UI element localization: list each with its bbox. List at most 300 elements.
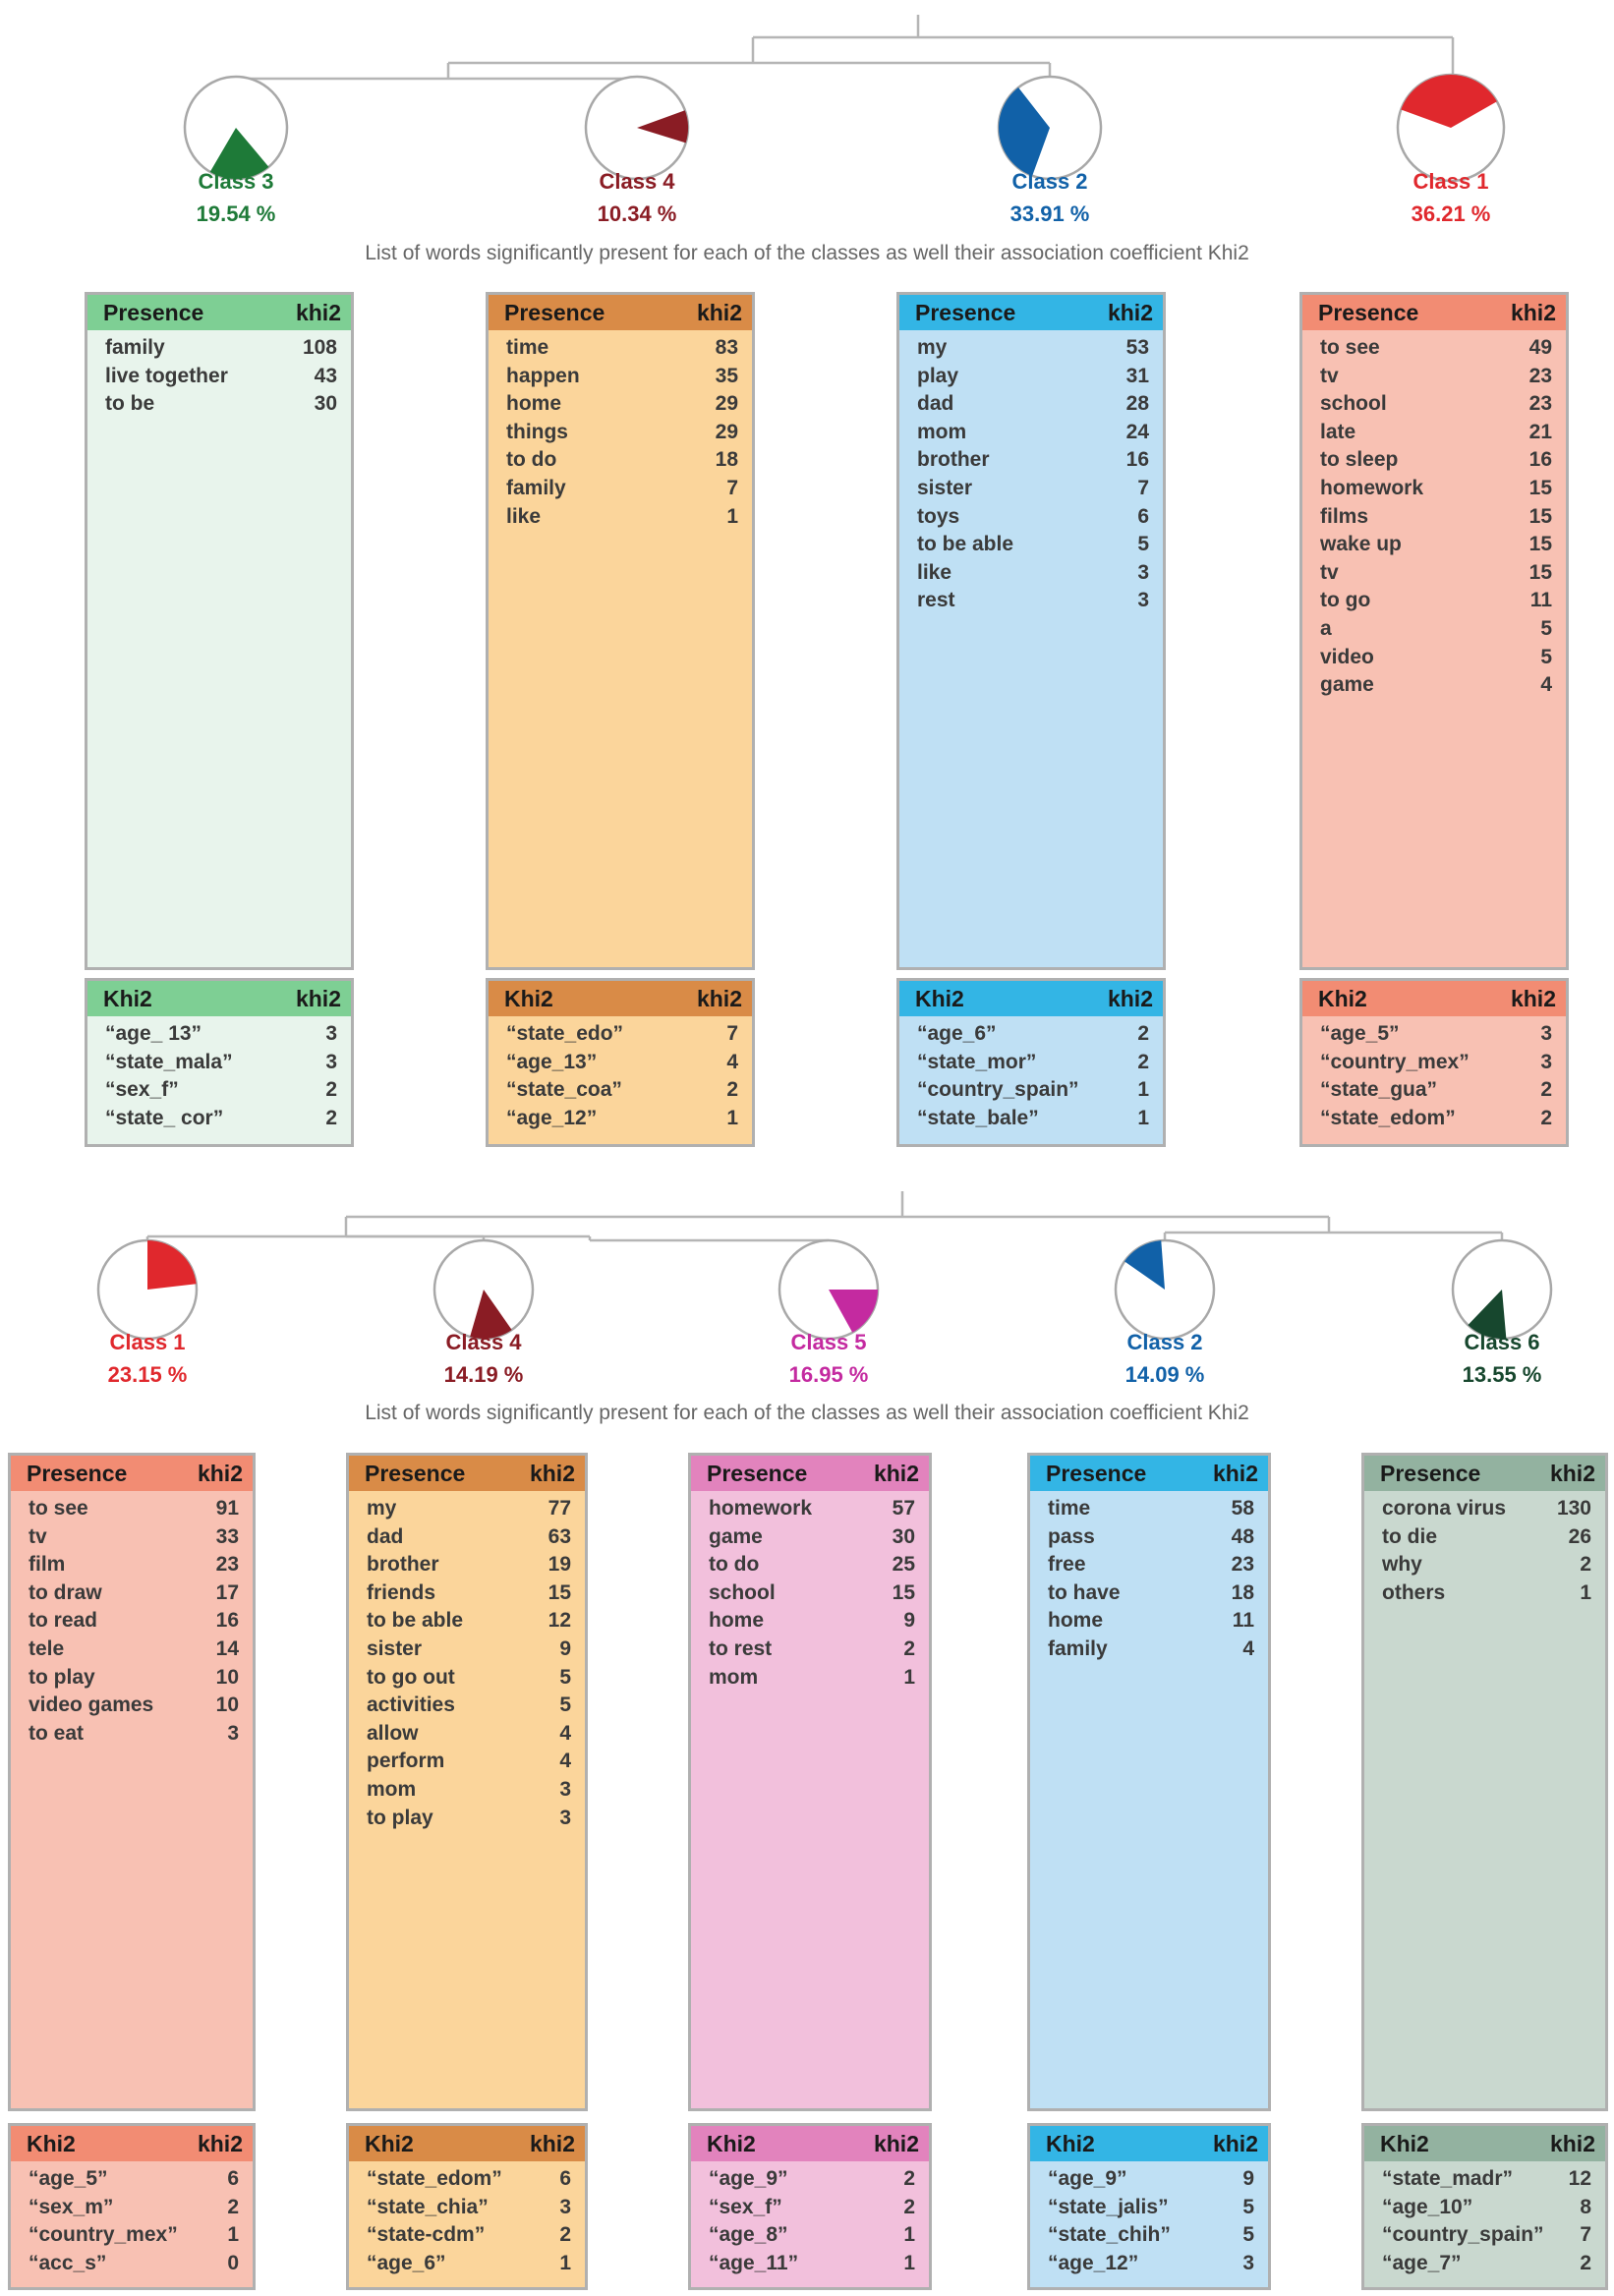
row-khi2: 33 xyxy=(215,1524,239,1548)
table-row xyxy=(105,1105,337,1133)
row-word: video xyxy=(1320,645,1374,668)
row-khi2: 53 xyxy=(1125,336,1149,359)
row-khi2: 77 xyxy=(548,1497,571,1520)
table-row xyxy=(1048,2194,1254,2222)
table-row xyxy=(917,446,1149,475)
class-percent: 14.19 % xyxy=(443,1362,524,1387)
row-word: to die xyxy=(1382,1524,1437,1548)
presence-table-header xyxy=(349,1456,585,1491)
table-row xyxy=(917,559,1149,588)
presence-table xyxy=(1361,1453,1608,2111)
khi2-table-rows xyxy=(899,1016,1163,1132)
row-word: homework xyxy=(1320,476,1424,499)
presence-table-header xyxy=(87,295,351,330)
row-word: home xyxy=(506,392,562,416)
row-khi2: 12 xyxy=(1568,2167,1591,2190)
row-word: “age_5” xyxy=(29,2167,108,2190)
row-word: wake up xyxy=(1320,533,1402,556)
khi2-table-title: Khi2 xyxy=(707,2130,756,2156)
presence-table xyxy=(896,292,1166,970)
table-row xyxy=(29,1720,239,1749)
table-row xyxy=(709,1607,915,1636)
row-word: to rest xyxy=(709,1636,773,1660)
row-khi2: 18 xyxy=(715,448,738,472)
row-word: to eat xyxy=(29,1721,85,1745)
table-row xyxy=(29,2194,239,2222)
row-khi2: 7 xyxy=(726,476,738,499)
class-pie-chart xyxy=(1450,1237,1554,1342)
row-word: “age_9” xyxy=(709,2167,788,2190)
class-pie-chart xyxy=(95,1237,200,1342)
row-word: “age_8” xyxy=(709,2223,788,2247)
table-row xyxy=(1048,1523,1254,1552)
row-word: to have xyxy=(1048,1580,1121,1604)
khi2-table xyxy=(8,2123,256,2290)
khi2-table-title: Khi2 xyxy=(103,985,152,1011)
table-row xyxy=(1320,1020,1552,1049)
table-row xyxy=(506,503,738,532)
table-row xyxy=(709,2221,915,2250)
row-khi2: 2 xyxy=(1137,1050,1149,1073)
row-word: “country_spain” xyxy=(917,1078,1079,1102)
class-pie-chart-slice xyxy=(147,1240,197,1290)
row-word: play xyxy=(917,364,959,387)
table-row xyxy=(917,419,1149,447)
row-word: to see xyxy=(29,1497,88,1520)
class-pie-chart xyxy=(1113,1237,1217,1342)
row-word: school xyxy=(709,1580,776,1604)
khi2-table xyxy=(85,978,354,1147)
class-name: Class 5 xyxy=(790,1330,867,1354)
row-word: my xyxy=(367,1497,397,1520)
row-word: to sleep xyxy=(1320,448,1399,472)
row-word: “state_madr” xyxy=(1382,2167,1514,2190)
row-word: mom xyxy=(367,1777,417,1801)
row-word: “age_5” xyxy=(1320,1022,1400,1045)
row-khi2: 16 xyxy=(215,1609,239,1633)
khi2-table xyxy=(1027,2123,1271,2290)
row-word: activities xyxy=(367,1693,455,1717)
row-word: mom xyxy=(917,420,967,443)
row-word: why xyxy=(1382,1553,1422,1577)
table-row xyxy=(917,1049,1149,1077)
table-row xyxy=(29,1607,239,1636)
presence-table-title: Presence xyxy=(103,299,204,325)
row-word: free xyxy=(1048,1553,1086,1577)
table-row xyxy=(917,1076,1149,1105)
khi2-table-rows xyxy=(1030,2161,1268,2277)
table-row xyxy=(917,334,1149,363)
row-word: “acc_s” xyxy=(29,2251,107,2274)
khi2-table-rows xyxy=(87,1016,351,1132)
table-row xyxy=(1048,2221,1254,2250)
class-pie-chart xyxy=(583,74,691,182)
table-row xyxy=(367,1720,571,1749)
row-word: a xyxy=(1320,616,1332,640)
row-khi2: 9 xyxy=(1242,2167,1254,2190)
row-khi2: 1 xyxy=(903,1665,915,1689)
presence-table xyxy=(8,1453,256,2111)
khi2-table-col-label: khi2 xyxy=(529,2130,575,2156)
table-row xyxy=(29,1664,239,1693)
row-khi2: 19 xyxy=(548,1553,571,1577)
khi2-table xyxy=(346,2123,588,2290)
row-khi2: 5 xyxy=(559,1665,571,1689)
row-khi2: 2 xyxy=(325,1106,337,1129)
row-khi2: 9 xyxy=(559,1636,571,1660)
row-khi2: 9 xyxy=(903,1609,915,1633)
table-row xyxy=(917,1105,1149,1133)
row-word: “state-cdm” xyxy=(367,2223,486,2247)
table-row xyxy=(1048,1551,1254,1579)
table-row xyxy=(1382,2165,1591,2194)
presence-table-rows xyxy=(691,1491,929,1692)
row-word: dad xyxy=(917,392,954,416)
class-name: Class 1 xyxy=(109,1330,186,1354)
row-word: “age_11” xyxy=(709,2251,799,2274)
row-word: “country_mex” xyxy=(1320,1050,1470,1073)
class-percent: 23.15 % xyxy=(107,1362,188,1387)
table-row xyxy=(367,1495,571,1523)
row-word: to play xyxy=(367,1806,433,1829)
row-khi2: 12 xyxy=(548,1609,571,1633)
table-row xyxy=(1048,1607,1254,1636)
class-percent: 16.95 % xyxy=(788,1362,869,1387)
presence-table-title: Presence xyxy=(1046,1460,1147,1486)
row-khi2: 29 xyxy=(715,420,738,443)
class-percent: 13.55 % xyxy=(1462,1362,1542,1387)
table-row xyxy=(367,1579,571,1608)
row-word: time xyxy=(506,336,549,359)
row-word: toys xyxy=(917,504,960,528)
table-row xyxy=(1320,419,1552,447)
row-khi2: 3 xyxy=(559,2195,571,2218)
khi2-table-title: Khi2 xyxy=(1380,2130,1429,2156)
row-word: things xyxy=(506,420,568,443)
row-khi2: 26 xyxy=(1568,1524,1591,1548)
row-word: video games xyxy=(29,1693,154,1717)
row-khi2: 5 xyxy=(1137,533,1149,556)
presence-table-col-label: khi2 xyxy=(1212,1460,1258,1486)
table-row xyxy=(917,475,1149,503)
row-word: friends xyxy=(367,1580,436,1604)
row-khi2: 4 xyxy=(1540,673,1552,697)
row-khi2: 1 xyxy=(726,504,738,528)
khi2-table-title: Khi2 xyxy=(915,985,964,1011)
presence-table-title: Presence xyxy=(1318,299,1419,325)
row-khi2: 31 xyxy=(1125,364,1149,387)
row-khi2: 16 xyxy=(1125,448,1149,472)
row-word: tv xyxy=(1320,364,1339,387)
table-row xyxy=(917,587,1149,615)
table-row xyxy=(709,1664,915,1693)
row-word: “state_gua” xyxy=(1320,1078,1438,1102)
khi2-table-title: Khi2 xyxy=(1046,2130,1095,2156)
row-khi2: 3 xyxy=(325,1050,337,1073)
row-word: “state_chih” xyxy=(1048,2223,1171,2247)
row-khi2: 2 xyxy=(1540,1106,1552,1129)
row-khi2: 6 xyxy=(1137,504,1149,528)
presence-table xyxy=(346,1453,588,2111)
row-khi2: 17 xyxy=(215,1580,239,1604)
row-khi2: 5 xyxy=(559,1693,571,1717)
table-row xyxy=(1320,671,1552,700)
table-row xyxy=(29,2165,239,2194)
row-khi2: 1 xyxy=(1580,1580,1591,1604)
khi2-table-header xyxy=(899,981,1163,1016)
row-khi2: 29 xyxy=(715,392,738,416)
row-khi2: 48 xyxy=(1231,1524,1254,1548)
table-row xyxy=(367,2194,571,2222)
row-khi2: 1 xyxy=(1137,1106,1149,1129)
row-khi2: 15 xyxy=(892,1580,915,1604)
row-khi2: 7 xyxy=(1580,2223,1591,2247)
presence-table-header xyxy=(1364,1456,1605,1491)
table-row xyxy=(1320,644,1552,672)
row-khi2: 24 xyxy=(1125,420,1149,443)
table-row xyxy=(506,1105,738,1133)
table-row xyxy=(1382,1495,1591,1523)
table-row xyxy=(367,2250,571,2278)
row-word: game xyxy=(709,1524,763,1548)
row-khi2: 23 xyxy=(1528,392,1552,416)
presence-table xyxy=(486,292,755,970)
row-word: “state_ cor” xyxy=(105,1106,224,1129)
khi2-table xyxy=(1361,2123,1608,2290)
khi2-table xyxy=(1299,978,1569,1147)
presence-table-header xyxy=(1302,295,1566,330)
presence-table xyxy=(688,1453,932,2111)
row-khi2: 2 xyxy=(903,2195,915,2218)
row-word: family xyxy=(1048,1636,1108,1660)
class-percent: 36.21 % xyxy=(1411,201,1491,226)
row-khi2: 0 xyxy=(227,2251,239,2274)
khi2-table-header xyxy=(691,2126,929,2161)
row-word: to see xyxy=(1320,336,1380,359)
row-khi2: 43 xyxy=(314,364,337,387)
khi2-table-header xyxy=(489,981,752,1016)
table-row xyxy=(29,1636,239,1664)
row-khi2: 2 xyxy=(1580,2251,1591,2274)
presence-table-title: Presence xyxy=(915,299,1016,325)
table-row xyxy=(29,2221,239,2250)
table-row xyxy=(29,2250,239,2278)
presence-table-header xyxy=(489,295,752,330)
row-khi2: 5 xyxy=(1540,616,1552,640)
row-khi2: 49 xyxy=(1528,336,1552,359)
table-row xyxy=(506,1076,738,1105)
row-khi2: 6 xyxy=(559,2167,571,2190)
table-row xyxy=(105,1076,337,1105)
khi2-table-col-label: khi2 xyxy=(1510,985,1556,1011)
table-row xyxy=(1320,587,1552,615)
row-khi2: 3 xyxy=(1540,1050,1552,1073)
presence-table-col-label: khi2 xyxy=(1107,299,1153,325)
class-pie-chart xyxy=(777,1237,881,1342)
presence-table-col-label: khi2 xyxy=(1510,299,1556,325)
presence-table-rows xyxy=(899,330,1163,615)
table-row xyxy=(367,1636,571,1664)
presence-table-col-label: khi2 xyxy=(197,1460,243,1486)
row-word: to play xyxy=(29,1665,95,1689)
row-khi2: 3 xyxy=(559,1777,571,1801)
table-row xyxy=(506,475,738,503)
table-row xyxy=(105,1049,337,1077)
row-khi2: 4 xyxy=(1242,1636,1254,1660)
row-word: like xyxy=(506,504,542,528)
row-khi2: 2 xyxy=(227,2195,239,2218)
row-word: “state_mor” xyxy=(917,1050,1037,1073)
row-khi2: 3 xyxy=(1242,2251,1254,2274)
table-row xyxy=(1320,1049,1552,1077)
class-name: Class 4 xyxy=(445,1330,522,1354)
row-word: home xyxy=(1048,1609,1104,1633)
row-word: to draw xyxy=(29,1580,102,1604)
row-word: “age_ 13” xyxy=(105,1022,202,1045)
panel-caption: List of words significantly present for each of the classes as well their association coefficient Khi2 xyxy=(365,242,1249,264)
table-row xyxy=(709,1636,915,1664)
class-name: Class 2 xyxy=(1011,169,1088,194)
row-word: “state_chia” xyxy=(367,2195,489,2218)
class-name: Class 3 xyxy=(198,169,274,194)
khi2-table xyxy=(486,978,755,1147)
presence-table-header xyxy=(899,295,1163,330)
class-pie-chart xyxy=(432,1237,536,1342)
row-khi2: 11 xyxy=(1529,589,1552,612)
class-percent: 14.09 % xyxy=(1124,1362,1205,1387)
row-khi2: 63 xyxy=(548,1524,571,1548)
table-row xyxy=(1320,1076,1552,1105)
table-row xyxy=(709,1551,915,1579)
row-khi2: 2 xyxy=(903,2167,915,2190)
table-row xyxy=(105,363,337,391)
row-word: allow xyxy=(367,1721,419,1745)
row-word: to be able xyxy=(367,1609,464,1633)
row-word: to go out xyxy=(367,1665,455,1689)
class-pie-chart xyxy=(996,74,1104,182)
row-word: “country_mex” xyxy=(29,2223,178,2247)
table-row xyxy=(1320,363,1552,391)
khi2-table-title: Khi2 xyxy=(1318,985,1367,1011)
row-khi2: 14 xyxy=(215,1636,239,1660)
row-khi2: 1 xyxy=(227,2223,239,2247)
row-word: family xyxy=(506,476,566,499)
row-khi2: 3 xyxy=(1137,560,1149,584)
table-row xyxy=(506,1049,738,1077)
row-word: game xyxy=(1320,673,1374,697)
row-word: perform xyxy=(367,1750,445,1773)
presence-table-rows xyxy=(11,1491,253,1748)
presence-table-rows xyxy=(1302,330,1566,700)
row-word: tv xyxy=(1320,560,1339,584)
row-word: “state_edom” xyxy=(1320,1106,1456,1129)
table-row xyxy=(1382,1579,1591,1608)
panel-caption: List of words significantly present for each of the classes as well their association coefficient Khi2 xyxy=(365,1402,1249,1424)
row-word: “age_6” xyxy=(367,2251,446,2274)
row-khi2: 2 xyxy=(559,2223,571,2247)
row-word: homework xyxy=(709,1497,813,1520)
table-row xyxy=(1320,390,1552,419)
table-row xyxy=(506,1020,738,1049)
class-percent: 19.54 % xyxy=(196,201,276,226)
row-word: “age_10” xyxy=(1382,2195,1473,2218)
presence-table xyxy=(85,292,354,970)
khi2-table-rows xyxy=(691,2161,929,2277)
table-row xyxy=(1320,1105,1552,1133)
row-khi2: 6 xyxy=(227,2167,239,2190)
table-row xyxy=(709,1579,915,1608)
row-khi2: 58 xyxy=(1231,1497,1254,1520)
row-word: “age_6” xyxy=(917,1022,997,1045)
row-khi2: 23 xyxy=(1231,1553,1254,1577)
khi2-table-title: Khi2 xyxy=(27,2130,76,2156)
row-word: “sex_f” xyxy=(105,1078,179,1102)
row-khi2: 2 xyxy=(1580,1553,1591,1577)
table-row xyxy=(367,2221,571,2250)
table-row xyxy=(709,2250,915,2278)
table-row xyxy=(1382,1523,1591,1552)
presence-table-col-label: khi2 xyxy=(873,1460,919,1486)
class-name: Class 4 xyxy=(599,169,675,194)
row-khi2: 2 xyxy=(726,1078,738,1102)
table-row xyxy=(1048,1636,1254,1664)
row-word: “age_9” xyxy=(1048,2167,1127,2190)
row-khi2: 18 xyxy=(1231,1580,1254,1604)
row-khi2: 8 xyxy=(1580,2195,1591,2218)
row-khi2: 2 xyxy=(325,1078,337,1102)
row-word: sister xyxy=(917,476,973,499)
khi2-table-rows xyxy=(489,1016,752,1132)
table-row xyxy=(1048,1495,1254,1523)
khi2-table-title: Khi2 xyxy=(365,2130,414,2156)
row-khi2: 3 xyxy=(1540,1022,1552,1045)
row-word: corona virus xyxy=(1382,1497,1507,1520)
row-khi2: 91 xyxy=(215,1497,239,1520)
table-row xyxy=(29,1523,239,1552)
row-word: family xyxy=(105,336,165,359)
presence-table-title: Presence xyxy=(707,1460,808,1486)
row-khi2: 15 xyxy=(1528,504,1552,528)
khi2-table-col-label: khi2 xyxy=(295,985,341,1011)
row-khi2: 11 xyxy=(1232,1609,1254,1633)
khi2-table-header xyxy=(1030,2126,1268,2161)
row-khi2: 1 xyxy=(903,2223,915,2247)
khi2-table-col-label: khi2 xyxy=(1549,2130,1595,2156)
class-name: Class 6 xyxy=(1464,1330,1540,1354)
row-khi2: 10 xyxy=(215,1665,239,1689)
row-khi2: 2 xyxy=(1540,1078,1552,1102)
row-khi2: 108 xyxy=(302,336,337,359)
row-khi2: 5 xyxy=(1540,645,1552,668)
khi2-table-col-label: khi2 xyxy=(1107,985,1153,1011)
presence-table-col-label: khi2 xyxy=(295,299,341,325)
khi2-table-col-label: khi2 xyxy=(873,2130,919,2156)
row-khi2: 1 xyxy=(903,2251,915,2274)
table-row xyxy=(1382,2221,1591,2250)
presence-table-rows xyxy=(1030,1491,1268,1664)
presence-table-title: Presence xyxy=(365,1460,466,1486)
presence-table-rows xyxy=(87,330,351,419)
khi2-table-header xyxy=(349,2126,585,2161)
row-word: to be xyxy=(105,392,155,416)
row-word: “state_coa” xyxy=(506,1078,622,1102)
table-row xyxy=(1320,615,1552,644)
table-row xyxy=(367,1805,571,1833)
row-word: late xyxy=(1320,420,1356,443)
row-word: brother xyxy=(917,448,990,472)
row-khi2: 5 xyxy=(1242,2195,1254,2218)
table-row xyxy=(506,390,738,419)
